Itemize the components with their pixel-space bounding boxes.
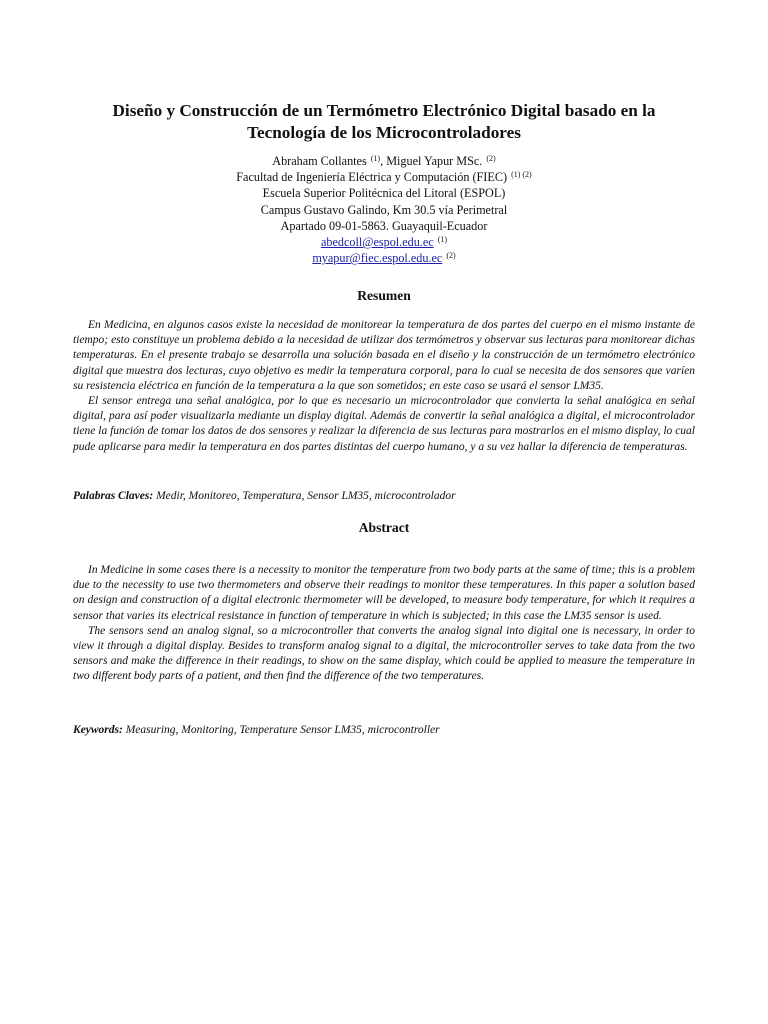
school-line: Escuela Superior Politécnica del Litoral (ESPOL) bbox=[262, 186, 506, 201]
email-line-2 bbox=[60, 250, 708, 266]
palabras-claves-label: Palabras Claves: bbox=[73, 490, 154, 502]
keywords-label: Keywords: bbox=[73, 724, 123, 736]
author-2: , Miguel Yapur MSc. bbox=[380, 154, 483, 168]
abstract-body bbox=[73, 563, 695, 685]
author-1: Abraham Collantes bbox=[272, 154, 367, 168]
resumen-heading: Resumen bbox=[357, 288, 411, 303]
keywords bbox=[73, 723, 695, 738]
faculty-line bbox=[60, 169, 708, 185]
author-block bbox=[60, 153, 708, 266]
email-2-affil: (2) bbox=[446, 251, 456, 261]
title-line-1: Diseño y Construcción de un Termómetro Electrónico Digital basado en la bbox=[112, 101, 656, 120]
faculty-affil: (1) (2) bbox=[511, 170, 532, 180]
author-1-affil: (1) bbox=[370, 154, 381, 163]
palabras-claves-list: Medir, Monitoreo, Temperatura, Sensor LM35, microcontrolador bbox=[153, 490, 456, 502]
faculty-name: Facultad de Ingeniería Eléctrica y Computación (FIEC) bbox=[236, 170, 508, 185]
resumen-paragraph-2: El sensor entrega una señal analógica, por lo que es necesario un microcontrolador que convierta la señal analógica en señal digital, para así poder visualizarla mediante un display digital. Además de convertir la señal analógica a digital, el microcontrolador tiene la función de tomar los datos de dos sensores y realizar la diferencia de sus lecturas para mostrarlos en el mismo display, lo cual pude aplicarse para medir la temperatura en dos partes distintas del cuerpo humano, y a su vez hallar la diferencia de temperaturas. bbox=[73, 395, 695, 453]
abstract-paragraph-2: The sensors send an analog signal, so a microcontroller that converts the analog signal into digital one is necessary, in order to view it through a digital display. Besides to transform analog signal to a digital, the microcontroller serves to take data from the two sensors and make the difference in their readings, to show on the same display, which could be applied to measure the temperature in two different body parts of a patient, and then find the difference of the two temperatures. bbox=[73, 624, 695, 683]
resumen-body bbox=[73, 318, 695, 455]
palabras-claves bbox=[73, 489, 695, 504]
author-2-affil: (2) bbox=[486, 154, 496, 163]
resumen-paragraph-1: En Medicina, en algunos casos existe la necesidad de monitorear la temperatura de dos partes del cuerpo en el mismo instante de tiempo; esto constituye un problema debido a la necesidad de utilizar dos termómetros y observar sus lecturas para monitorear dichas temperaturas. En el presente trabajo se desarrolla una solución basada en el diseño y la construcción de un termómetro electrónico digital que muestra dos lecturas, cuyo objetivo es medir la temperatura corporal, para lo cual se necesita de dos sensores que varíen su resistencia eléctrica en función de la temperatura a la que son sometidos; en este caso se usará el sensor LM35. bbox=[73, 319, 695, 392]
author-names bbox=[60, 153, 708, 169]
address-line: Apartado 09-01-5863. Guayaquil-Ecuador bbox=[280, 218, 488, 233]
paper-title bbox=[60, 100, 708, 144]
abstract-heading: Abstract bbox=[358, 520, 410, 535]
email-1-affil: (1) bbox=[437, 235, 448, 245]
title-line-2: Tecnología de los Microcontroladores bbox=[247, 123, 521, 142]
abstract-paragraph-1: In Medicine in some cases there is a necessity to monitor the temperature from two body parts at the same of time; this is a problem due to the necessity to use two thermometers and observe their readings to monitor these temperatures. In this paper a solution based on design and construction of a digital electronic thermometer will be developed, to measure body temperature, for which it requires a sensor that varies its electrical resistance in function of temperature in which is subjected; in this case the LM35 sensor is used. bbox=[73, 564, 695, 622]
campus-line: Campus Gustavo Galindo, Km 30.5 vía Perimetral bbox=[260, 202, 508, 217]
keywords-list: Measuring, Monitoring, Temperature Sensor LM35, microcontroller bbox=[122, 724, 440, 736]
email-link-2[interactable]: myapur@fiec.espol.edu.ec bbox=[312, 251, 443, 266]
email-line-1 bbox=[60, 234, 708, 250]
email-link-1[interactable]: abedcoll@espol.edu.ec bbox=[320, 235, 434, 250]
